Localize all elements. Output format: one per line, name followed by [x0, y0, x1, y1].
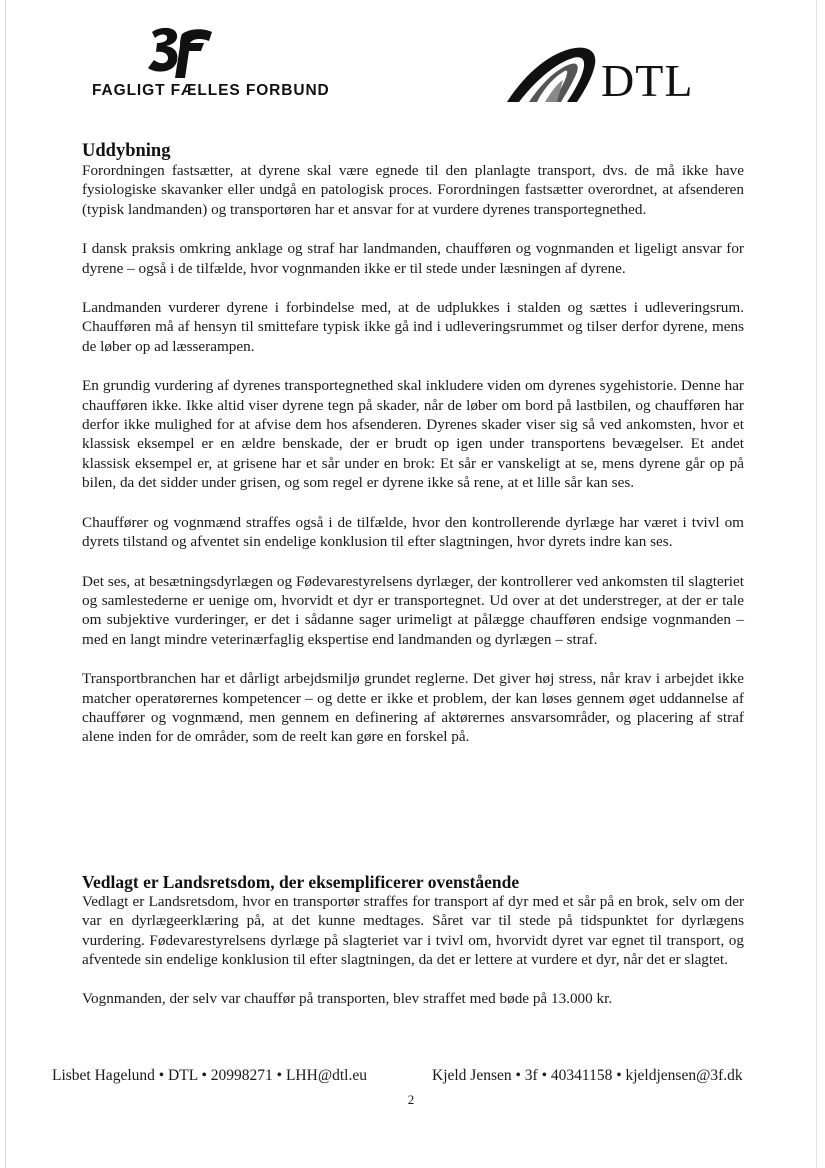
footer-contact-dtl: Lisbet Hagelund • DTL • 20998271 • LHH@dtl.eu [52, 1067, 367, 1084]
3f-logo [92, 24, 332, 104]
paragraph: Chauffører og vognmænd straffes også i de tilfælde, hvor den kontrollerende dyrlæge har været i tvivl om dyrets tilstand og afventet sin endelige konklusion til efter slagtningen, hvor dyrets indre kan ses. [82, 513, 744, 551]
dtl-logo [505, 44, 725, 106]
3f-logo-name: FAGLIGT FÆLLES FORBUND [92, 82, 330, 99]
dtl-logo-name: DTL [601, 55, 694, 106]
paragraph: Vognmanden, der selv var chauffør på transporten, blev straffet med bøde på 13.000 kr. [82, 989, 613, 1007]
footer-contact-3f: Kjeld Jensen • 3f • 40341158 • kjeldjensen@3f.dk [432, 1067, 743, 1084]
section-uddybning [82, 141, 744, 767]
paragraph: Vedlagt er Landsretsdom, hvor en transportør straffes for transport af dyr med et sår på en brok, selv om der var en dyrlægeerklæring på, at det kunne medtages. Såret var til stede på tidspunktet for dyrlægens vurdering. Fødevarestyrelsens dyrlæge på slagteriet var i tvivl om, hvorvidt dyret var egnet til transport, og afventede sin endelige konklusion til efter slagtningen, da det er lettere at vurdere et dyr, når det er slagtet. [82, 893, 744, 969]
scan-edge-right [816, 0, 817, 1168]
section-landsretsdom [82, 872, 744, 1027]
paragraph: I dansk praksis omkring anklage og straf har landmanden, chaufføren og vognmanden et ligeligt ansvar for dyrene – også i de tilfælde, hvor vognmanden ikke er til stede under læsningen af dyrene. [82, 240, 744, 277]
section-heading: Vedlagt er Landsretsdom, der eksemplificerer ovenstående [82, 872, 520, 892]
paragraph: Forordningen fastsætter, at dyrene skal være egnede til den planlagte transport, dvs. de må ikke have fysiologiske skavanker eller undgå en patologisk proces. Forordningen fastsætter overordnet, at afsenderen (typisk landmanden) og transportøren har et ansvar for at vurdere dyrenes transportegnethed. [82, 162, 744, 218]
paragraph: En grundig vurdering af dyrenes transportegnethed skal inkludere viden om dyrenes sygehistorie. Denne har chaufføren ikke. Ikke altid viser dyrene tegn på skader, når de løber om bord på lastbilen, og chaufføren har derfor ikke mulighed for at afvise dem hos afsenderen. Dyrenes skader viser sig så ved ankomsten, hvor et klassisk eksempel er en ældre benskade, der er brudt op igen under transportens bevægelser. Et andet klassisk eksempel er, at grisene har et sår under en brok: Et sår er vanskeligt at se, mens dyrene går op på bilen, da det sidder under grisen, og som regel er dyrene ikke så rene, at et lille sår kan ses. [82, 377, 744, 492]
section-heading: Uddybning [82, 141, 171, 161]
scan-edge-left [5, 0, 6, 1168]
3f-logo-icon [146, 24, 216, 82]
dtl-swoosh-icon [505, 44, 605, 106]
page-number: 2 [407, 1092, 415, 1107]
paragraph: Det ses, at besætningsdyrlægen og Fødevarestyrelsens dyrlæger, der kontrollerer ved ankomsten til slagteriet og samlestederne er uenige om, hvorvidt et dyr er transportegnet. Ud over at det understreger, at der er tale om subjektive vurderinger, er det i sådanne sager urimeligt at pålægge chaufføren endsige vognmanden – med en langt mindre veterinærfaglig ekspertise end landmanden og dyrlægen – straf. [82, 572, 744, 648]
paragraph: Transportbranchen har et dårligt arbejdsmiljø grundet reglerne. Det giver høj stress, når krav i arbejdet ikke matcher operatørernes kompetencer – og dette er ikke et problem, der kan løses gennem øget uddannelse af chauffører og vognmænd, men gennem en definering af aktørernes ansvarsområder, og placering af straf alene inden for de områder, som de reelt kan gøre en forskel på. [82, 670, 744, 746]
paragraph: Landmanden vurderer dyrene i forbindelse med, at de udplukkes i stalden og sættes i udleveringsrum. Chaufføren må af hensyn til smittefare typisk ikke gå ind i udleveringsrummet og tilser derfor dyrene, mens de løber op ad læsserampen. [82, 299, 744, 355]
